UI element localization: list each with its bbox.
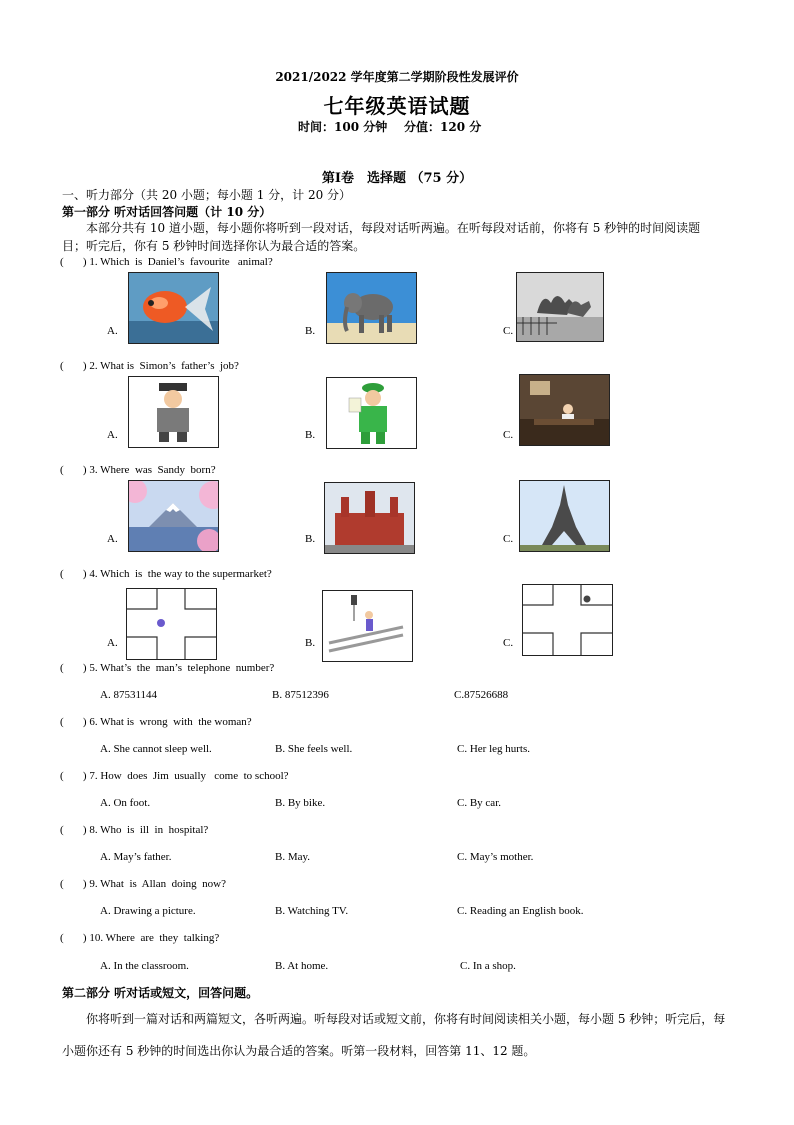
q5-option-a: A. 87531144 xyxy=(100,689,158,701)
q3-label-a: A. xyxy=(107,533,118,545)
q10-option-b: B. At home. xyxy=(275,960,329,972)
q1-label-a: A. xyxy=(107,325,118,337)
question-5-stem: ( ) 5. What’s the man’s telephone number? xyxy=(60,662,275,674)
q9-option-b: B. Watching TV. xyxy=(275,905,349,917)
q2-postman-image xyxy=(326,377,417,449)
q3-label-c: C. xyxy=(503,533,514,545)
q7-option-b: B. By bike. xyxy=(275,797,326,809)
q8-option-c: C. May’s mother. xyxy=(457,851,534,863)
question-9-stem: ( ) 9. What is Allan doing now? xyxy=(60,878,226,890)
question-1-stem: ( ) 1. Which is Daniel’s favourite animal? xyxy=(60,256,273,268)
sub-part-one-intro: 本部分共有 10 道小题，每小题你将听到一段对话，每段对话听两遍。在听每段对话前，你将有 5 秒钟的时间阅读题目；听完后，你有 5 秒钟时间选择你认为最合适的答案。 xyxy=(62,221,701,253)
q5-option-b: B. 87512396 xyxy=(272,689,329,701)
q4-label-a: A. xyxy=(107,637,118,649)
question-2-stem: ( ) 2. What is Simon’s father’s job? xyxy=(60,360,239,372)
q6-option-c: C. Her leg hurts. xyxy=(457,743,531,755)
question-6-stem: ( ) 6. What is wrong with the woman? xyxy=(60,716,252,728)
q9-option-c: C. Reading an English book. xyxy=(457,905,584,917)
q7-option-c: C. By car. xyxy=(457,797,501,809)
q4-crossroad-a-image xyxy=(126,588,217,660)
exam-score: 分值：120 分 xyxy=(404,120,482,134)
q1-elephant-image xyxy=(326,272,417,344)
sub-part-one-heading: 第一部分 听对话回答问题（计 10 分） xyxy=(62,205,272,219)
q10-option-c: C. In a shop. xyxy=(460,960,516,972)
q6-option-b: B. She feels well. xyxy=(275,743,353,755)
q1-camels-image xyxy=(516,272,604,342)
question-3-stem: ( ) 3. Where was Sandy born? xyxy=(60,464,216,476)
q4-label-c: C. xyxy=(503,637,514,649)
q2-label-a: A. xyxy=(107,429,118,441)
q1-goldfish-image xyxy=(128,272,219,344)
exam-year-line: 2021/2022 学年度第二学期阶段性发展评价 xyxy=(275,70,519,84)
question-4-stem: ( ) 4. Which is the way to the supermarket? xyxy=(60,568,272,580)
q8-option-b: B. May. xyxy=(275,851,311,863)
q4-label-b: B. xyxy=(305,637,316,649)
q9-option-a: A. Drawing a picture. xyxy=(100,905,196,917)
q1-label-b: B. xyxy=(305,325,316,337)
section-title: 第Ⅰ卷 选择题 （75 分） xyxy=(321,171,473,186)
q3-red-building-image xyxy=(324,482,415,554)
q2-policeman-image xyxy=(128,376,219,448)
q1-label-c: C. xyxy=(503,325,514,337)
q2-label-c: C. xyxy=(503,429,514,441)
question-8-stem: ( ) 8. Who is ill in hospital? xyxy=(60,824,209,836)
q5-option-c: C.87526688 xyxy=(454,689,509,701)
q8-option-a: A. May’s father. xyxy=(100,851,172,863)
part-two-heading: 第二部分 听对话或短文，回答问题。 xyxy=(62,986,259,1000)
q4-crossroad-c-image xyxy=(522,584,613,656)
exam-time: 时间：100 分钟 xyxy=(298,120,388,134)
q3-eiffel-tower-image xyxy=(519,480,610,552)
q6-option-a: A. She cannot sleep well. xyxy=(100,743,212,755)
question-7-stem: ( ) 7. How does Jim usually come to school? xyxy=(60,770,289,782)
question-10-stem: ( ) 10. Where are they talking? xyxy=(60,932,220,944)
q2-office-image xyxy=(519,374,610,446)
q10-option-a: A. In the classroom. xyxy=(100,960,189,972)
q2-label-b: B. xyxy=(305,429,316,441)
q3-label-b: B. xyxy=(305,533,316,545)
q3-mount-fuji-image xyxy=(128,480,219,552)
exam-title: 七年级英语试题 xyxy=(323,94,471,118)
part-two-intro: 你将听到一篇对话和两篇短文，各听两遍。听每段对话或短文前，你将有时间阅读相关小题，每小题 5 秒钟；听完后，每小题你还有 5 秒钟的时间选出你认为最合适的答案。听第一段材料，回答第 11、12 题。 xyxy=(62,1012,726,1058)
part-one-heading: 一、听力部分（共 20 小题；每小题 1 分，计 20 分） xyxy=(62,188,352,202)
q4-zebra-crossing-image xyxy=(322,590,413,662)
q7-option-a: A. On foot. xyxy=(100,797,151,809)
